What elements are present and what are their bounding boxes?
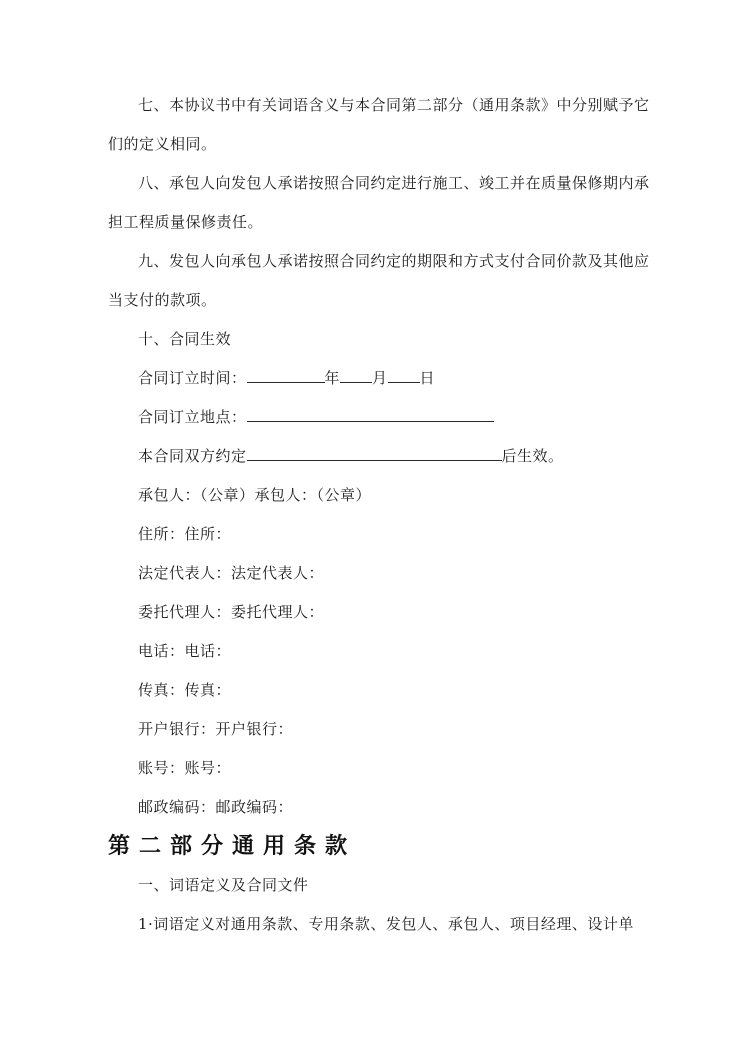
clause-7-line-2 [108,125,636,164]
fill-in-blank-line [247,406,494,422]
text-segment: 七、本协议书中有关词语含义与本合同第二部分（通用条款》中分别赋予它 [138,96,650,114]
address-line [108,515,636,554]
clause-9-line-1 [108,242,650,281]
bank-line [108,710,636,749]
text-segment: 合同订立时间： [138,369,247,387]
fill-in-blank-line [247,367,325,383]
clause-8-line-1 [108,164,650,203]
postal-code-line [108,788,636,827]
fill-in-blank-line [388,367,420,383]
text-segment: 一、词语定义及合同文件 [138,876,309,894]
contractor-seal-line [108,476,636,515]
text-segment: 传真：传真： [138,681,232,699]
fill-in-blank-line [340,367,372,383]
text-segment: 1·词语定义对通用条款、专用条款、发包人、承包人、项目经理、设计单 [138,915,634,933]
text-segment: 当支付的款项。 [108,291,217,309]
agent-line [108,593,636,632]
text-segment: 十、合同生效 [138,330,232,348]
fax-line [108,671,636,710]
part-two-heading [108,827,636,866]
text-segment: 担工程质量保修责任。 [108,213,264,231]
contract-place-line [108,398,636,437]
text-segment: 们的定义相同。 [108,135,217,153]
phone-line [108,632,636,671]
effective-condition-line [108,437,636,476]
account-line [108,749,636,788]
text-segment: 第二部分通用条款 [108,833,357,859]
clause-8-line-2 [108,203,636,242]
text-segment: 后生效。 [501,447,564,465]
text-segment: 委托代理人：委托代理人： [138,603,325,621]
text-segment: 日 [419,369,436,387]
contract-date-line [108,359,636,398]
text-segment: 承包人：（公章）承包人：（公章） [138,486,372,504]
fill-in-blank-line [247,445,502,461]
text-segment: 年 [324,369,341,387]
clause-9-line-2 [108,281,636,320]
text-segment: 本合同双方约定 [138,447,247,465]
section-1-title [108,866,636,905]
text-segment: 邮政编码：邮政编码： [138,798,294,816]
text-segment: 账号：账号： [138,759,232,777]
text-segment: 住所：住所： [138,525,232,543]
legal-rep-line [108,554,636,593]
text-segment: 九、发包人向承包人承诺按照合同约定的期限和方式支付合同价款及其他应 [138,252,650,270]
text-segment: 合同订立地点： [138,408,247,426]
definition-line-1 [108,905,636,944]
text-segment: 八、承包人向发包人承诺按照合同约定进行施工、竣工并在质量保修期内承 [138,174,650,192]
text-segment: 月 [372,369,388,387]
clause-10-title [108,320,636,359]
text-segment: 电话：电话： [138,642,232,660]
clause-7-line-1 [108,86,650,125]
text-segment: 开户银行：开户银行： [138,720,294,738]
text-segment: 法定代表人：法定代表人： [138,564,325,582]
